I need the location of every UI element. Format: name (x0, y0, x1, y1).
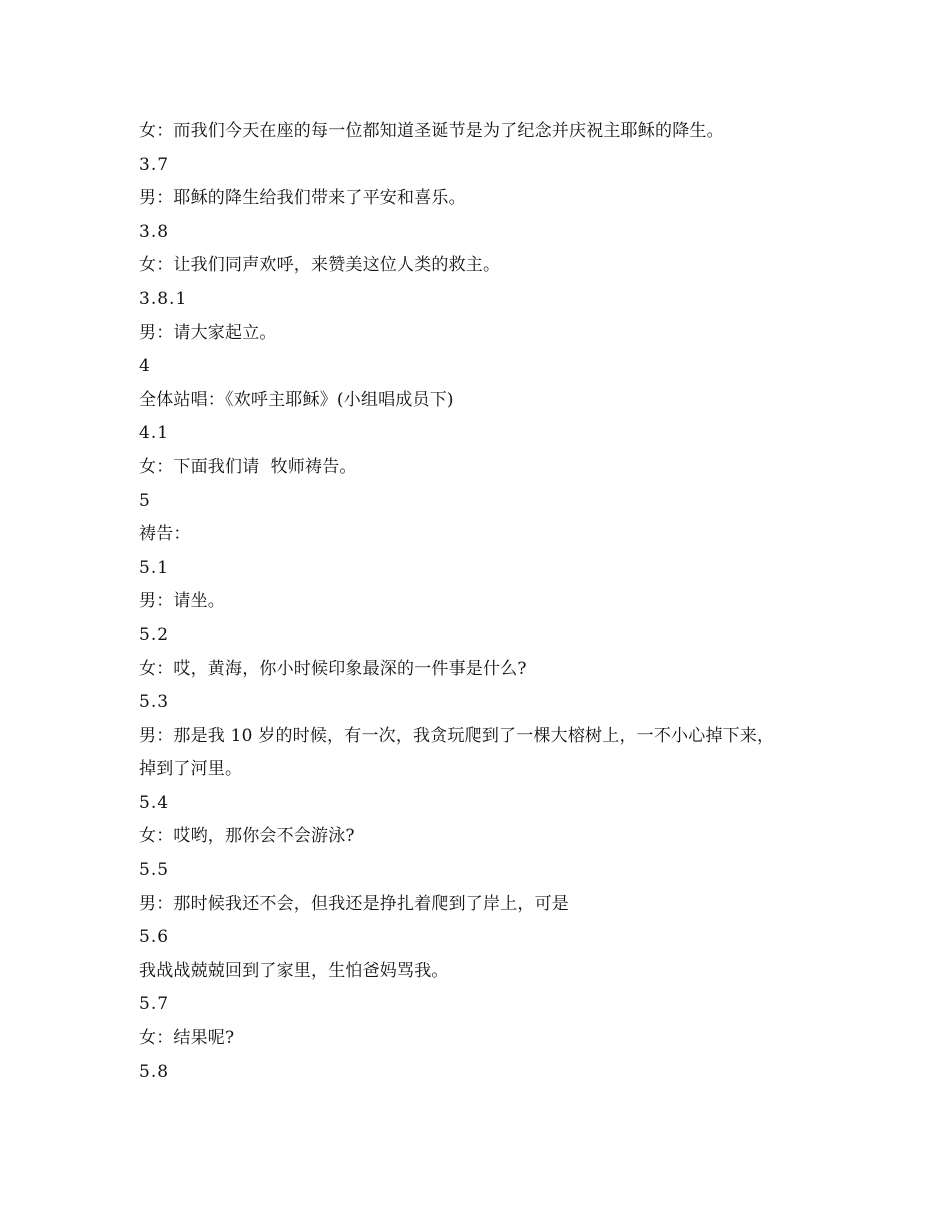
script-line: 男：那时候我还不会，但我还是挣扎着爬到了岸上，可是 (139, 893, 569, 914)
section-number: 4 (139, 356, 151, 377)
section-number: 5.4 (139, 792, 170, 813)
script-line: 我战战兢兢回到了家里，生怕爸妈骂我。 (139, 960, 449, 981)
script-line-continuation: 掉到了河里。 (139, 759, 243, 780)
script-line: 男：请坐。 (139, 591, 225, 612)
script-line: 男：那是我 10 岁的时候，有一次，我贪玩爬到了一棵大榕树上，一不小心掉下来， (139, 725, 775, 746)
script-line: 男：请大家起立。 (139, 322, 277, 343)
section-number: 3.8.1 (139, 288, 188, 309)
section-number: 5.6 (139, 927, 170, 948)
section-number: 3.8 (139, 221, 170, 242)
section-number: 5 (139, 490, 151, 511)
script-line: 女：哎，黄海，你小时候印象最深的一件事是什么? (139, 658, 527, 679)
script-line: 女：而我们今天在座的每一位都知道圣诞节是为了纪念并庆祝主耶稣的降生。 (139, 121, 724, 141)
document-body (139, 115, 839, 1089)
section-number: 5.1 (139, 557, 170, 578)
script-line: 祷告： (139, 524, 191, 545)
script-line: 全体站唱：《欢呼主耶稣》(小组唱成员下) (139, 389, 454, 410)
section-number: 5.7 (139, 994, 170, 1015)
script-line: 女：让我们同声欢呼，来赞美这位人类的救主。 (139, 255, 501, 276)
section-number: 4.1 (139, 423, 170, 444)
script-line: 男：耶稣的降生给我们带来了平安和喜乐。 (139, 188, 466, 209)
script-line: 女：哎哟，那你会不会游泳? (139, 826, 355, 847)
section-number: 3.7 (139, 154, 170, 175)
section-number: 5.2 (139, 624, 170, 645)
section-number: 5.8 (139, 1061, 170, 1082)
section-number: 5.5 (139, 860, 170, 881)
script-line: 女：结果呢? (139, 1028, 235, 1049)
script-line: 女：下面我们请 牧师祷告。 (139, 456, 357, 477)
section-number: 5.3 (139, 692, 170, 713)
